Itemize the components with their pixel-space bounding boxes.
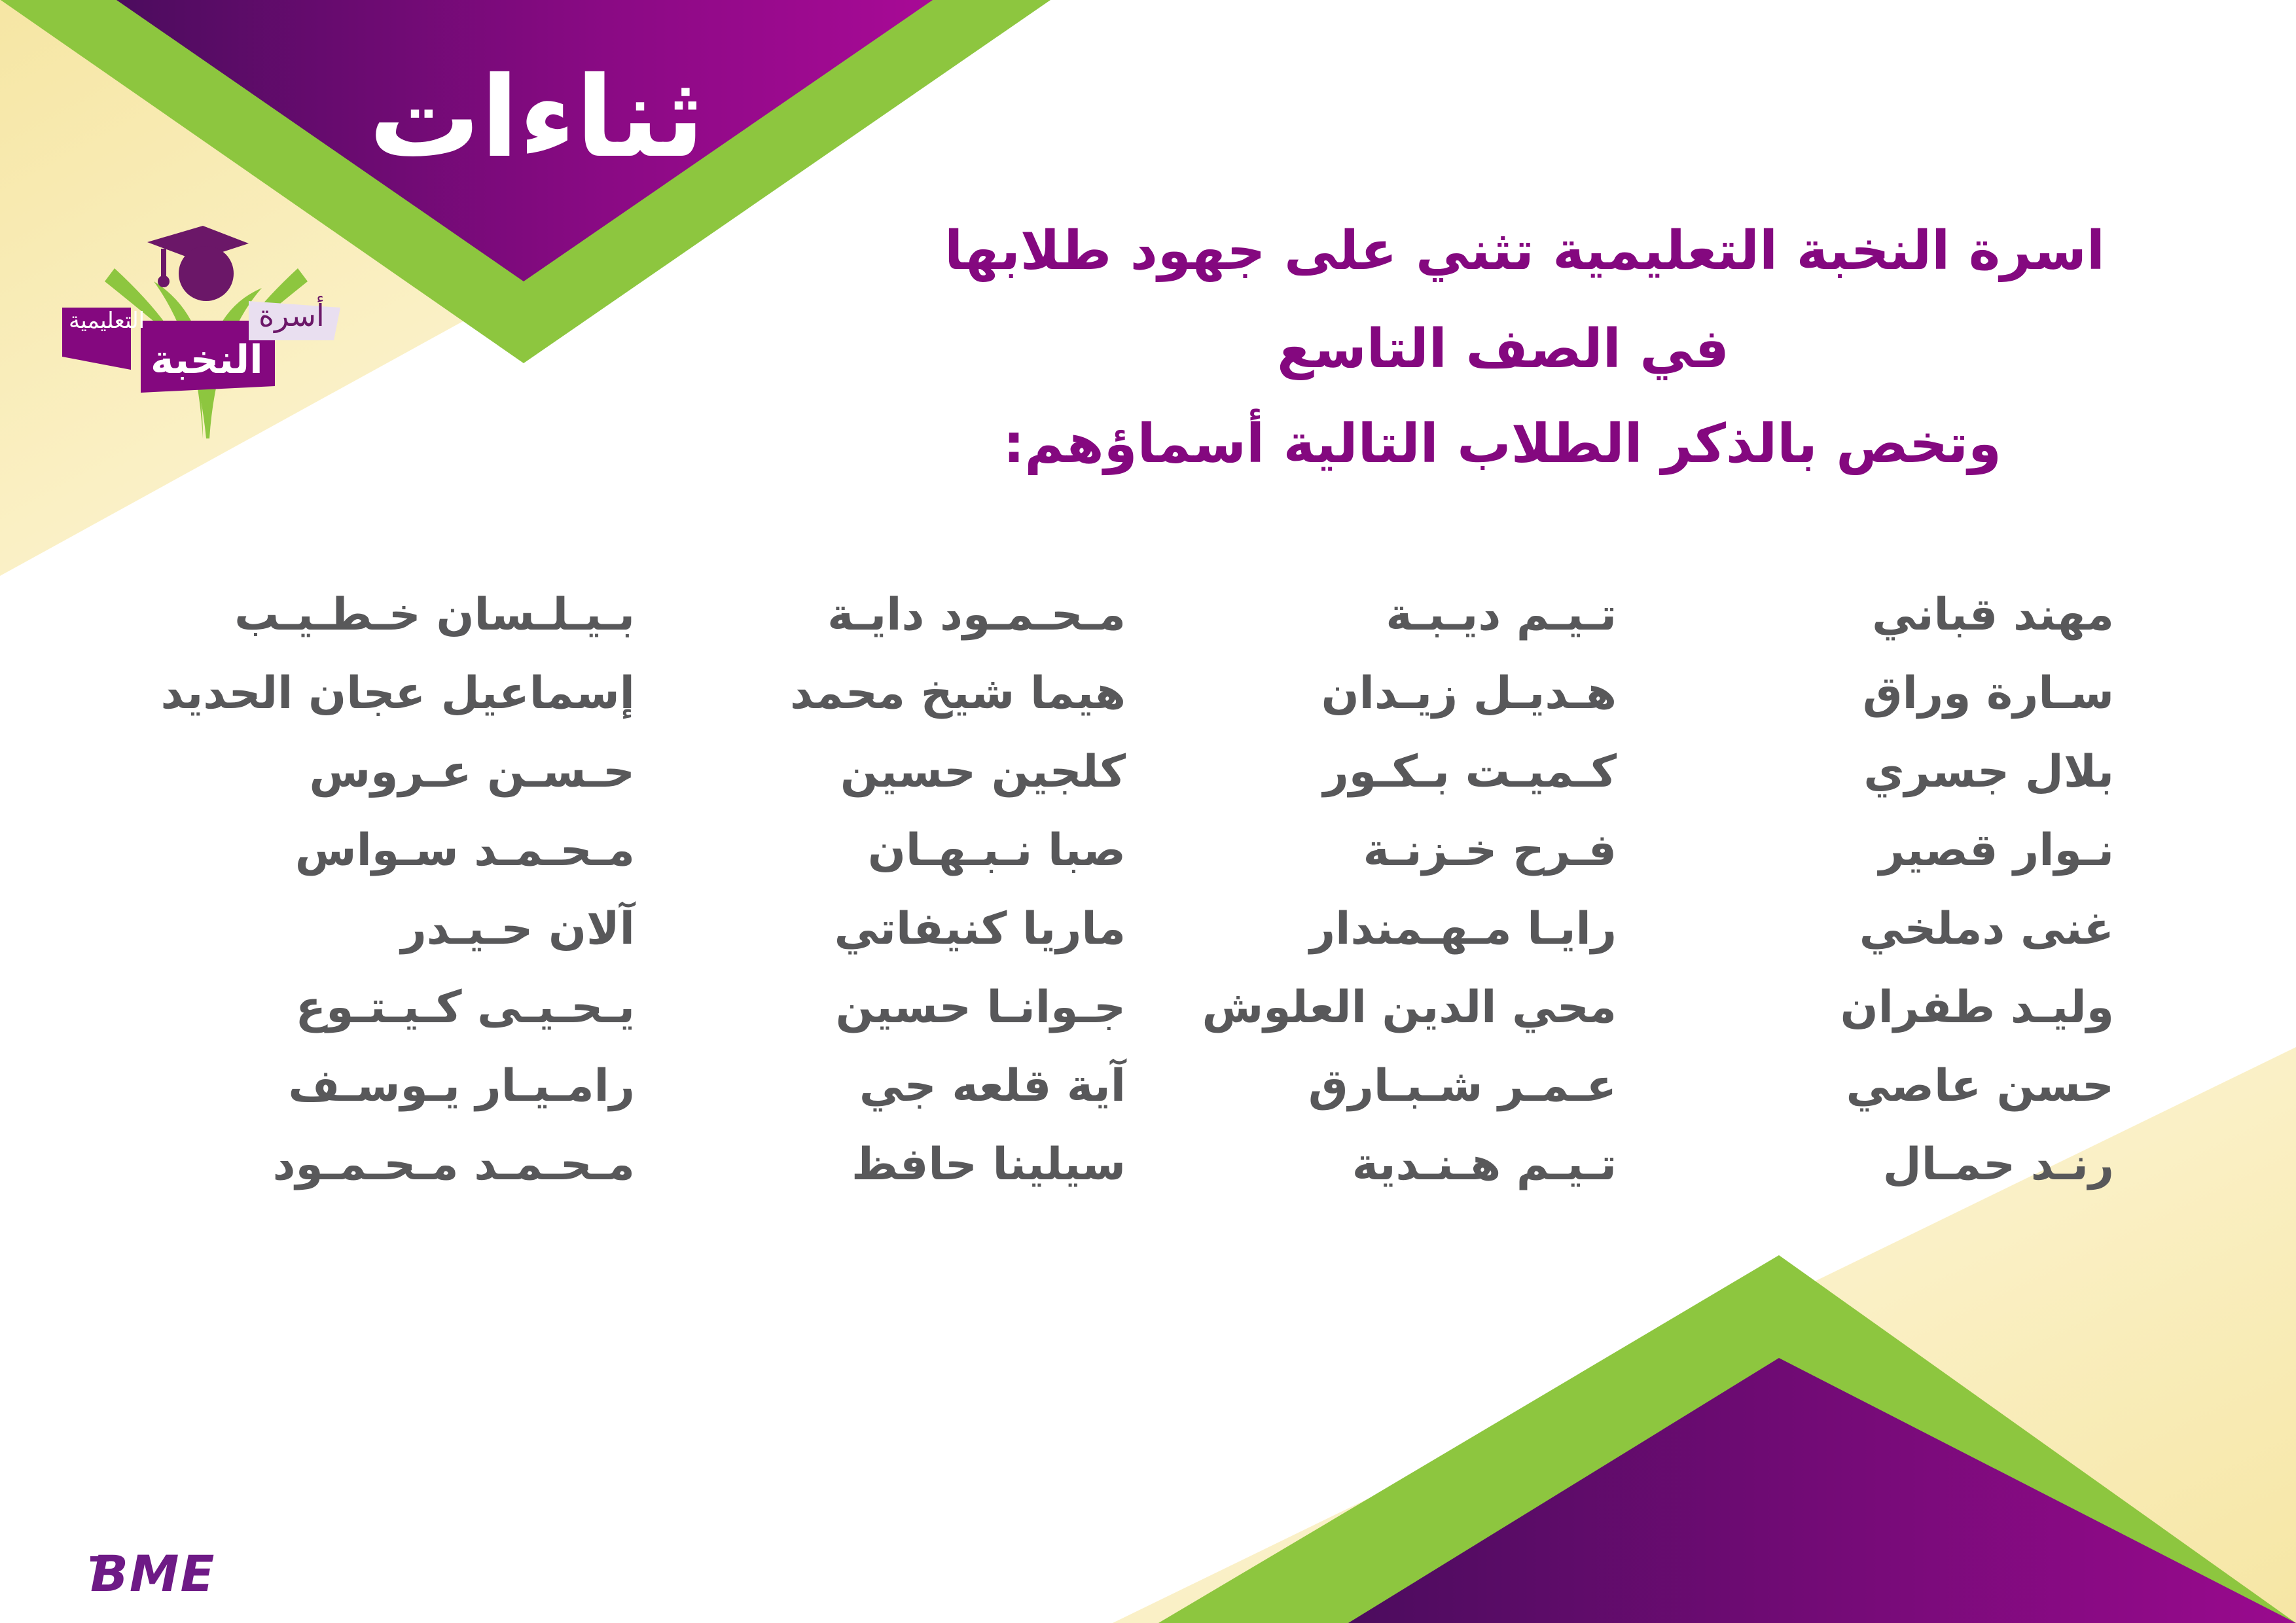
student-name: جـوانـا حسين — [835, 982, 1126, 1033]
student-name: بلال جسري — [1863, 746, 2114, 798]
names-column-3 — [641, 576, 1126, 1204]
heading-line-3: وتخص بالذكر الطلاب التالية أسماؤهم: — [1003, 413, 2001, 475]
student-name: رامـيـار يـوسـف — [288, 1060, 635, 1112]
logo-text-nokhba: النخبة — [151, 337, 263, 383]
student-name: سـارة وراق — [1862, 668, 2114, 719]
heading-line-2: في الصف التاسع — [1277, 318, 1729, 380]
student-name: مهند قباني — [1872, 589, 2114, 641]
names-column-1 — [1630, 576, 2114, 1204]
student-name: بـيـلـسان خـطـيـب — [234, 589, 635, 641]
page-title: ثناءات — [368, 53, 705, 183]
student-name: محي الدين العلوش — [1202, 982, 1617, 1033]
student-name: مـحـمـود دايـة — [827, 589, 1126, 641]
student-name: كـميـت بـكـور — [1323, 746, 1617, 798]
student-name: فـرح خـزنـة — [1363, 825, 1617, 876]
student-name: عـمـر شـبـارق — [1308, 1060, 1617, 1112]
names-column-2 — [1132, 576, 1617, 1204]
student-name: غنى دملخي — [1859, 903, 2114, 955]
student-name: آية قلعه جي — [859, 1060, 1126, 1112]
student-name: حسن عاصي — [1846, 1060, 2114, 1112]
student-name: رنـد حمـال — [1882, 1139, 2114, 1190]
student-name: يـحـيـى كـيـتـوع — [295, 982, 635, 1033]
student-name: آلان حـيـدر — [401, 903, 635, 955]
student-name: مـحـمـد سـواس — [295, 825, 635, 876]
student-name: هـديـل زيـدان — [1321, 668, 1617, 719]
student-name: رايـا مـهـمندار — [1310, 903, 1617, 955]
student-name: إسماعيل عجان الحديد — [160, 668, 635, 719]
footer-brand-logo: BME — [90, 1544, 216, 1603]
student-name: كلجين حسين — [840, 746, 1126, 798]
logo-text-asra: أسرة — [259, 298, 325, 333]
student-name: تـيـم ديـبـة — [1386, 589, 1617, 641]
heading-line-1: اسرة النخبة التعليمية تثني على جهود طلابها — [944, 220, 2105, 282]
student-name: هيما شيخ محمد — [790, 668, 1126, 719]
student-name: صبا نـبـهـان — [867, 825, 1126, 876]
student-name: نـوار قصير — [1878, 825, 2114, 876]
logo-text-taalimiya: التعليمية — [69, 308, 145, 334]
student-name: ماريا كنيفاتي — [834, 903, 1126, 955]
student-name: سيلينا حافظ — [852, 1139, 1126, 1190]
names-column-4 — [151, 576, 635, 1204]
student-names-grid — [160, 576, 2114, 1204]
student-name: وليـد طفران — [1840, 982, 2114, 1033]
student-name: حـسـن عـروس — [309, 746, 635, 798]
student-name: تـيـم هـنـدية — [1352, 1139, 1617, 1190]
student-name: مـحـمـد مـحـمـود — [272, 1139, 635, 1190]
